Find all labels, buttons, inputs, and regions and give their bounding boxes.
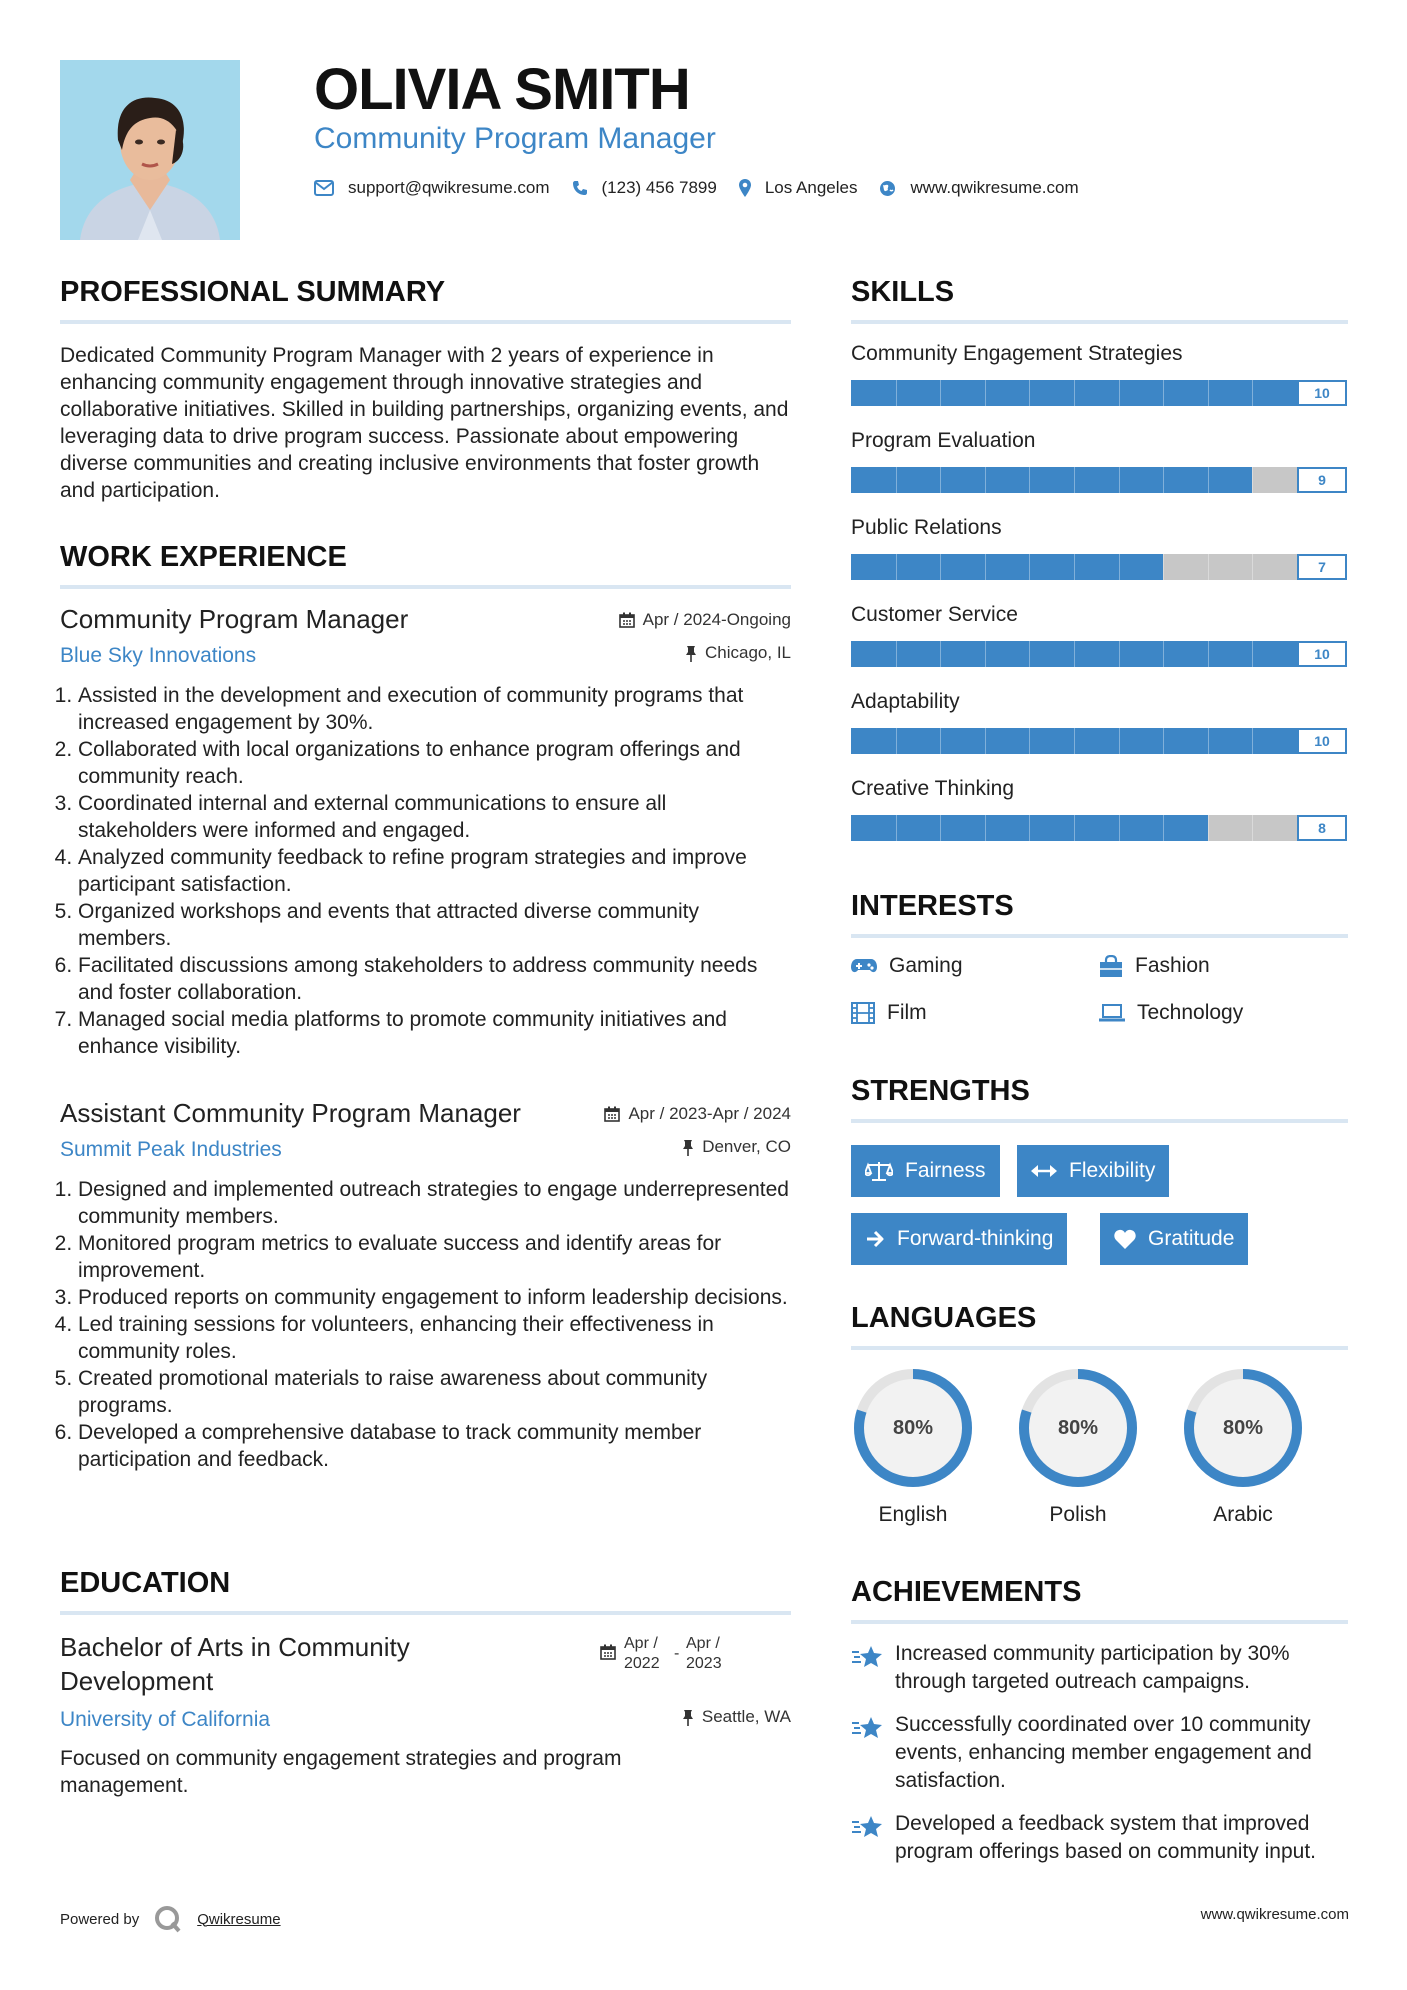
profile-photo <box>60 60 240 240</box>
skill-bar-segment <box>1208 554 1209 580</box>
duty-item: 2. Collaborated with local organizations to enhance program offerings and community reach. <box>78 736 791 790</box>
education-dates <box>600 1634 736 1674</box>
interest-film <box>851 1001 927 1025</box>
skill-bar-segment <box>1208 815 1209 841</box>
achievements-heading: ACHIEVEMENTS <box>851 1576 1082 1608</box>
skill-bar <box>851 639 1348 667</box>
skill-bar-segment <box>1208 641 1209 667</box>
language-item <box>851 1366 975 1527</box>
summary-heading: PROFESSIONAL SUMMARY <box>60 276 446 308</box>
skill-bar-segment <box>896 641 897 667</box>
strength-badge <box>851 1145 1000 1197</box>
skill-bar-segment <box>1252 641 1253 667</box>
skill-label: Customer Service <box>851 603 1018 626</box>
interest-technology <box>1099 1001 1243 1025</box>
job-entry <box>60 604 791 1060</box>
skill-label: Adaptability <box>851 690 960 713</box>
skill-bar-segment <box>1119 467 1120 493</box>
skill-label: Public Relations <box>851 516 1002 539</box>
job-entry <box>60 1098 791 1473</box>
job-dates-text: Apr / 2023-Apr / 2024 <box>628 1104 791 1123</box>
contact-phone[interactable] <box>572 178 717 198</box>
skill-bar-fill <box>851 467 1252 493</box>
language-label: Polish <box>1049 1503 1107 1526</box>
skill-bar-segment <box>896 467 897 493</box>
job-location-text: Chicago, IL <box>705 643 791 662</box>
skill-bar <box>851 465 1348 493</box>
skill-bar-segment <box>985 728 986 754</box>
map-pin-icon <box>739 179 751 197</box>
skill-bar-segment <box>940 641 941 667</box>
degree-title: Bachelor of Arts in Community Development <box>60 1632 410 1696</box>
language-label: Arabic <box>1213 1503 1273 1526</box>
skill-bar <box>851 552 1348 580</box>
school-location <box>682 1707 791 1727</box>
contact-bar <box>314 178 1101 198</box>
location-text: Los Angeles <box>764 178 858 197</box>
skill-bar <box>851 726 1348 754</box>
job-duties <box>60 1176 791 1473</box>
skill-bar-segment <box>896 380 897 406</box>
candidate-title: Community Program Manager <box>314 122 716 155</box>
skill-bar-segment <box>1163 380 1164 406</box>
calendar-icon <box>619 612 635 628</box>
qwikresume-logo-icon <box>153 1904 183 1934</box>
achievement-item <box>851 1640 1348 1696</box>
skill-bar-segment <box>985 815 986 841</box>
education-divider <box>60 1611 791 1615</box>
interest-fashion <box>1099 954 1210 978</box>
job-dates <box>619 610 791 630</box>
skill-score: 7 <box>1297 554 1347 580</box>
strength-label: Gratitude <box>1148 1227 1235 1250</box>
double-arrow-icon <box>1031 1164 1057 1178</box>
skill-bar-segment <box>1029 728 1030 754</box>
skills-list <box>851 342 1348 864</box>
strengths-heading: STRENGTHS <box>851 1075 1030 1107</box>
duty-item: 1. Assisted in the development and execution of community programs that increased engagement by 30%. <box>78 682 791 736</box>
interest-label: Gaming <box>889 954 963 977</box>
calendar-icon <box>600 1644 616 1660</box>
job-title: Assistant Community Program Manager <box>60 1098 521 1128</box>
skill-bar-segment <box>1074 641 1075 667</box>
skill-bar-segment <box>1208 467 1209 493</box>
job-location <box>685 643 791 663</box>
achievements-divider <box>851 1620 1348 1624</box>
skill-bar-segment <box>1163 728 1164 754</box>
work-heading: WORK EXPERIENCE <box>60 541 347 573</box>
duty-item: 6. Facilitated discussions among stakeholders to address community needs and foster collaboration. <box>78 952 791 1006</box>
skill-bar-segment <box>1029 554 1030 580</box>
skill-label: Program Evaluation <box>851 429 1036 452</box>
duty-item: 2. Monitored program metrics to evaluate success and identify areas for improvement. <box>78 1230 791 1284</box>
duty-item: 4. Led training sessions for volunteers, enhancing their effectiveness in community roles. <box>78 1311 791 1365</box>
education-description: Focused on community engagement strategies and program management. <box>60 1747 622 1797</box>
skill-row <box>851 342 1348 429</box>
duty-item: 6. Developed a comprehensive database to track community member participation and feedback. <box>78 1419 791 1473</box>
skill-row <box>851 429 1348 516</box>
company-name: Blue Sky Innovations <box>60 643 257 667</box>
strength-label: Fairness <box>905 1159 986 1182</box>
skill-bar-segment <box>985 467 986 493</box>
skill-bar-segment <box>1252 380 1253 406</box>
duty-item: 7. Managed social media platforms to promote community initiatives and enhance visibility. <box>78 1006 791 1060</box>
skill-score: 10 <box>1297 641 1347 667</box>
skill-bar-segment <box>940 554 941 580</box>
globe-icon <box>879 180 896 197</box>
heart-icon <box>1114 1229 1136 1249</box>
interests-heading: INTERESTS <box>851 890 1014 922</box>
skill-bar-segment <box>1252 728 1253 754</box>
balance-scale-icon <box>865 1160 893 1182</box>
email-text: support@qwikresume.com <box>348 178 550 197</box>
strengths-divider <box>851 1119 1348 1123</box>
skill-bar-segment <box>1074 380 1075 406</box>
skill-bar-segment <box>896 554 897 580</box>
achievement-item <box>851 1810 1348 1866</box>
pushpin-icon <box>682 1139 694 1156</box>
strength-badge <box>1017 1145 1169 1197</box>
skill-bar-segment <box>1163 815 1164 841</box>
arrow-right-icon <box>865 1229 885 1249</box>
skills-heading: SKILLS <box>851 276 955 308</box>
skill-bar-segment <box>985 554 986 580</box>
language-percent: 80% <box>892 1416 934 1439</box>
interest-label: Film <box>887 1001 927 1024</box>
strength-label: Forward-thinking <box>897 1227 1054 1250</box>
laptop-icon <box>1099 1004 1125 1022</box>
skill-bar-track <box>851 641 1297 667</box>
shooting-star-icon <box>851 1814 883 1840</box>
skill-bar-segment <box>896 815 897 841</box>
contact-website[interactable] <box>879 178 1078 198</box>
skill-bar-segment <box>1119 728 1120 754</box>
skill-label: Creative Thinking <box>851 777 1015 800</box>
job-dates-text: Apr / 2024-Ongoing <box>642 610 791 629</box>
skill-bar-segment <box>985 380 986 406</box>
skill-bar-segment <box>896 728 897 754</box>
skill-score: 8 <box>1297 815 1347 841</box>
brand-link[interactable]: Qwikresume <box>197 1910 281 1928</box>
interests-divider <box>851 934 1348 938</box>
skill-bar-segment <box>940 728 941 754</box>
pushpin-icon <box>685 645 697 662</box>
contact-email[interactable] <box>314 178 550 198</box>
contact-location <box>739 178 858 198</box>
skill-bar-segment <box>1163 554 1164 580</box>
skill-bar-segment <box>1252 815 1253 841</box>
language-item <box>1016 1366 1140 1527</box>
school-location-text: Seattle, WA <box>701 1707 791 1726</box>
education-end: Apr / 2023 <box>686 1635 722 1672</box>
shooting-star-icon <box>851 1644 883 1670</box>
skill-bar-segment <box>940 380 941 406</box>
duty-item: 1. Designed and implemented outreach strategies to engage underrepresented community members. <box>78 1176 791 1230</box>
skill-bar-segment <box>1074 728 1075 754</box>
skill-bar-track <box>851 467 1297 493</box>
language-label: English <box>878 1503 948 1526</box>
date-separator: - <box>674 1645 680 1662</box>
language-item <box>1181 1366 1305 1527</box>
achievement-text: Successfully coordinated over 10 community events, enhancing member engagement and satisfaction. <box>895 1713 1312 1792</box>
skill-row <box>851 690 1348 777</box>
duty-item: 3. Produced reports on community engagement to inform leadership decisions. <box>78 1284 791 1311</box>
skill-bar-segment <box>1252 467 1253 493</box>
skill-bar-segment <box>1029 380 1030 406</box>
skill-bar-segment <box>1029 467 1030 493</box>
duty-item: 5. Created promotional materials to raise awareness about community programs. <box>78 1365 791 1419</box>
skill-bar-segment <box>1029 641 1030 667</box>
skill-bar-fill <box>851 554 1163 580</box>
powered-by-text: Powered by <box>60 1910 140 1928</box>
envelope-icon <box>314 180 334 196</box>
strength-label: Flexibility <box>1069 1159 1156 1182</box>
skill-bar-segment <box>1074 815 1075 841</box>
skill-bar-segment <box>940 815 941 841</box>
achievement-text: Developed a feedback system that improved program offerings based on community input. <box>895 1812 1317 1863</box>
school-row <box>60 1707 791 1732</box>
strength-badge <box>851 1213 1067 1265</box>
job-title: Community Program Manager <box>60 604 409 634</box>
achievement-item <box>851 1711 1348 1795</box>
languages-heading: LANGUAGES <box>851 1302 1037 1334</box>
skill-score: 10 <box>1297 380 1347 406</box>
shooting-star-icon <box>851 1715 883 1741</box>
skill-bar-segment <box>1119 641 1120 667</box>
skill-bar-segment <box>1029 815 1030 841</box>
skill-bar-segment <box>1119 554 1120 580</box>
job-duties <box>60 682 791 1060</box>
film-icon <box>851 1002 875 1024</box>
skill-bar-segment <box>1119 380 1120 406</box>
skill-bar-segment <box>1119 815 1120 841</box>
website-text: www.qwikresume.com <box>910 178 1079 197</box>
skill-row <box>851 777 1348 864</box>
skill-bar-track <box>851 728 1297 754</box>
footer-website[interactable]: www.qwikresume.com <box>1200 1906 1349 1923</box>
skill-row <box>851 516 1348 603</box>
skill-bar-segment <box>1074 554 1075 580</box>
skill-bar <box>851 813 1348 841</box>
education-start: Apr / 2022 <box>624 1635 660 1672</box>
interest-label: Technology <box>1137 1001 1244 1024</box>
skill-bar-segment <box>985 641 986 667</box>
company-name: Summit Peak Industries <box>60 1137 282 1161</box>
skill-bar-segment <box>1163 641 1164 667</box>
job-dates <box>604 1104 791 1124</box>
languages-divider <box>851 1346 1348 1350</box>
skill-bar-track <box>851 554 1297 580</box>
skill-bar-track <box>851 380 1297 406</box>
job-location-text: Denver, CO <box>702 1137 791 1156</box>
achievement-text: Increased community participation by 30% through targeted outreach campaigns. <box>895 1642 1290 1693</box>
skill-bar-segment <box>1252 554 1253 580</box>
duty-item: 5. Organized workshops and events that attracted diverse community members. <box>78 898 791 952</box>
language-percent: 80% <box>1222 1416 1264 1439</box>
interest-gaming <box>851 954 963 978</box>
phone-text: (123) 456 7899 <box>601 178 717 197</box>
pushpin-icon <box>682 1709 694 1726</box>
candidate-name: OLIVIA SMITH <box>314 57 690 122</box>
skill-bar-track <box>851 815 1297 841</box>
duty-item: 3. Coordinated internal and external communications to ensure all stakeholders were informed and engaged. <box>78 790 791 844</box>
school-name: University of California <box>60 1707 271 1731</box>
skill-score: 9 <box>1297 467 1347 493</box>
skill-score: 10 <box>1297 728 1347 754</box>
summary-divider <box>60 320 791 324</box>
interest-label: Fashion <box>1135 954 1210 977</box>
shopping-bag-icon <box>1099 955 1123 977</box>
skill-bar-segment <box>1163 467 1164 493</box>
skills-divider <box>851 320 1348 324</box>
phone-icon <box>572 180 588 196</box>
job-location <box>682 1137 791 1157</box>
summary-text: Dedicated Community Program Manager with 2 years of experience in enhancing community engagement through innovative strategies and collaborative initiatives. Skilled in building partnerships, organizing events, and leveraging data to drive program success. Passionate about empowering diverse communities and creating inclusive environments that foster growth and participation. <box>60 344 789 502</box>
skill-bar <box>851 378 1348 406</box>
gamepad-icon <box>851 958 877 974</box>
education-heading: EDUCATION <box>60 1567 231 1599</box>
skill-bar-segment <box>1208 728 1209 754</box>
skill-label: Community Engagement Strategies <box>851 342 1183 365</box>
duty-item: 4. Analyzed community feedback to refine program strategies and improve participant satisfaction. <box>78 844 791 898</box>
language-percent: 80% <box>1057 1416 1099 1439</box>
skill-bar-segment <box>940 467 941 493</box>
skill-row <box>851 603 1348 690</box>
strength-badge <box>1100 1213 1248 1265</box>
calendar-icon <box>604 1106 620 1122</box>
work-divider <box>60 585 791 589</box>
skill-bar-segment <box>1074 467 1075 493</box>
skill-bar-segment <box>1208 380 1209 406</box>
footer-powered-by <box>60 1904 281 1934</box>
